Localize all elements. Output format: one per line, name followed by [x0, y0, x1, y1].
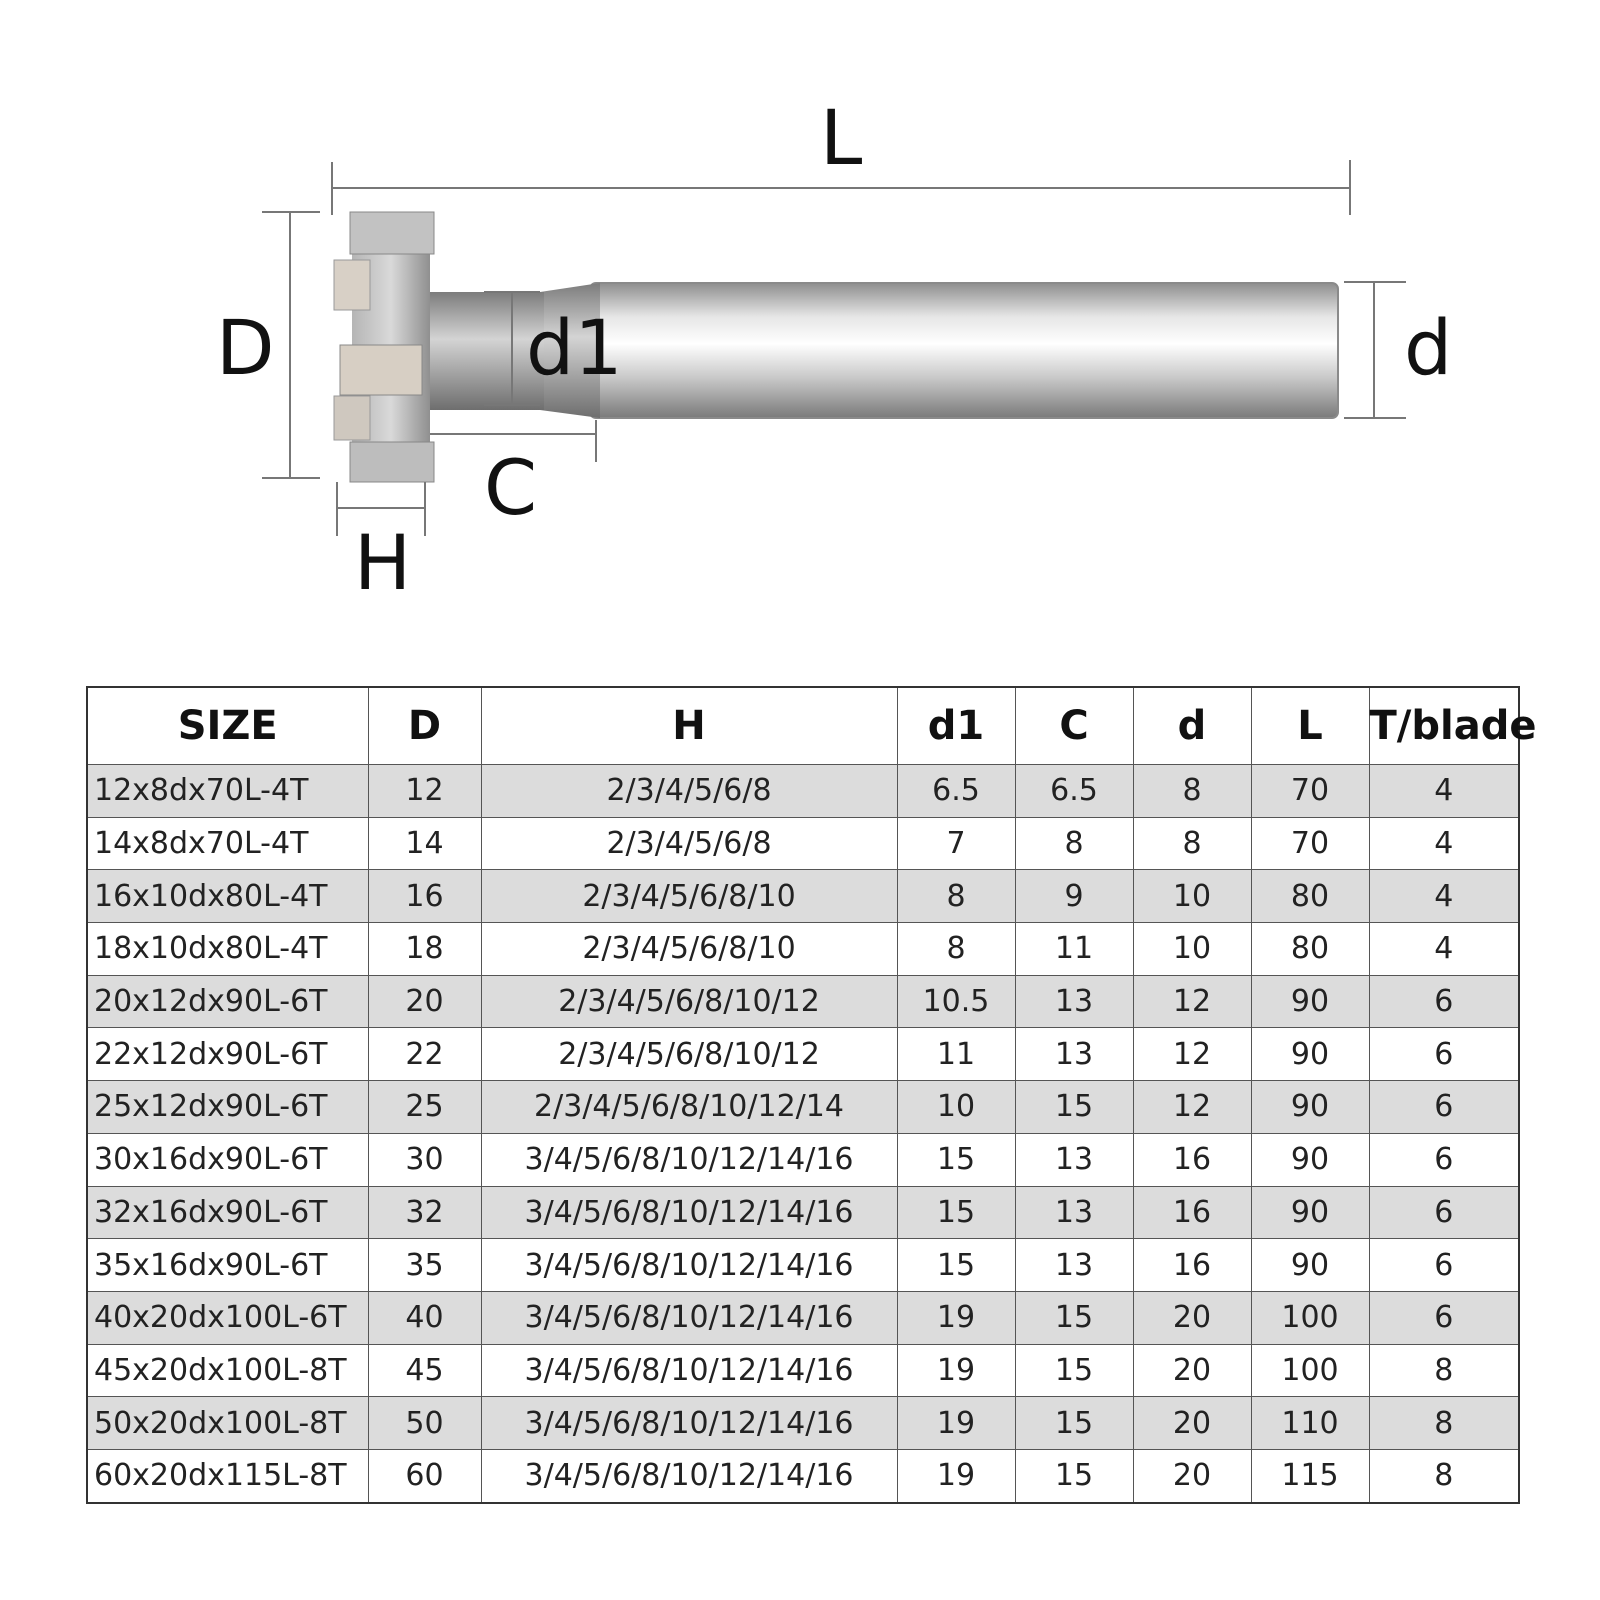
- cell-D: 32: [368, 1186, 481, 1239]
- tooth: [334, 396, 370, 440]
- cell-teeth: 4: [1369, 817, 1519, 870]
- cell-d: 8: [1133, 765, 1251, 818]
- cell-d1: 7: [897, 817, 1015, 870]
- table-row: [87, 1291, 1519, 1344]
- cell-teeth: 4: [1369, 923, 1519, 976]
- cell-size: 45x20dx100L-8T: [87, 1344, 368, 1397]
- cell-teeth: 6: [1369, 1291, 1519, 1344]
- cell-D: 60: [368, 1449, 481, 1502]
- cell-d1: 6.5: [897, 765, 1015, 818]
- cell-size: 18x10dx80L-4T: [87, 923, 368, 976]
- cell-d1: 19: [897, 1291, 1015, 1344]
- cell-d: 16: [1133, 1239, 1251, 1292]
- table-row: [87, 1397, 1519, 1450]
- cell-L: 80: [1251, 923, 1369, 976]
- cell-teeth: 8: [1369, 1344, 1519, 1397]
- cell-C: 15: [1015, 1397, 1133, 1450]
- cell-L: 90: [1251, 1186, 1369, 1239]
- shank: [590, 283, 1338, 418]
- cell-H: 3/4/5/6/8/10/12/14/16: [481, 1449, 897, 1502]
- dimension-label-d: d: [1404, 303, 1453, 392]
- cell-size: 50x20dx100L-8T: [87, 1397, 368, 1450]
- cell-H: 2/3/4/5/6/8/10/12: [481, 1028, 897, 1081]
- column-header-H: H: [481, 687, 897, 765]
- cell-d: 10: [1133, 870, 1251, 923]
- dimension-label-H: H: [354, 518, 412, 607]
- table-row: [87, 870, 1519, 923]
- cell-H: 3/4/5/6/8/10/12/14/16: [481, 1186, 897, 1239]
- cell-d1: 15: [897, 1133, 1015, 1186]
- cell-L: 90: [1251, 1239, 1369, 1292]
- cell-C: 13: [1015, 1028, 1133, 1081]
- cell-C: 6.5: [1015, 765, 1133, 818]
- cell-D: 18: [368, 923, 481, 976]
- table-row: [87, 923, 1519, 976]
- table-row: [87, 1028, 1519, 1081]
- cell-d: 12: [1133, 1081, 1251, 1134]
- cell-L: 100: [1251, 1344, 1369, 1397]
- cell-D: 25: [368, 1081, 481, 1134]
- cell-C: 15: [1015, 1081, 1133, 1134]
- table-row: [87, 1344, 1519, 1397]
- cell-H: 3/4/5/6/8/10/12/14/16: [481, 1344, 897, 1397]
- cell-C: 13: [1015, 975, 1133, 1028]
- table-row: [87, 1081, 1519, 1134]
- cell-L: 100: [1251, 1291, 1369, 1344]
- cell-D: 50: [368, 1397, 481, 1450]
- cell-size: 22x12dx90L-6T: [87, 1028, 368, 1081]
- cell-size: 20x12dx90L-6T: [87, 975, 368, 1028]
- cell-size: 16x10dx80L-4T: [87, 870, 368, 923]
- cell-C: 13: [1015, 1186, 1133, 1239]
- cell-d: 12: [1133, 1028, 1251, 1081]
- table-row: [87, 817, 1519, 870]
- cell-d: 16: [1133, 1186, 1251, 1239]
- cell-d: 20: [1133, 1397, 1251, 1450]
- cell-d1: 11: [897, 1028, 1015, 1081]
- column-header-d: d: [1133, 687, 1251, 765]
- cell-D: 16: [368, 870, 481, 923]
- tooth: [334, 260, 370, 310]
- cell-D: 20: [368, 975, 481, 1028]
- cell-teeth: 6: [1369, 1239, 1519, 1292]
- table-row: [87, 765, 1519, 818]
- cell-D: 14: [368, 817, 481, 870]
- column-header-d1: d1: [897, 687, 1015, 765]
- column-header-size: SIZE: [87, 687, 368, 765]
- cell-teeth: 6: [1369, 1028, 1519, 1081]
- cell-d: 10: [1133, 923, 1251, 976]
- cell-L: 70: [1251, 817, 1369, 870]
- cell-H: 2/3/4/5/6/8/10: [481, 870, 897, 923]
- cell-teeth: 4: [1369, 870, 1519, 923]
- cell-C: 15: [1015, 1344, 1133, 1397]
- cell-L: 90: [1251, 1133, 1369, 1186]
- cell-L: 115: [1251, 1449, 1369, 1502]
- cell-L: 90: [1251, 1081, 1369, 1134]
- cell-d: 16: [1133, 1133, 1251, 1186]
- column-header-L: L: [1251, 687, 1369, 765]
- dimension-label-C: C: [484, 443, 538, 532]
- table-row: [87, 1133, 1519, 1186]
- cell-d1: 19: [897, 1344, 1015, 1397]
- cell-d1: 10.5: [897, 975, 1015, 1028]
- column-header-D: D: [368, 687, 481, 765]
- dimension-label-L: L: [820, 93, 863, 182]
- cell-d: 8: [1133, 817, 1251, 870]
- cell-size: 35x16dx90L-6T: [87, 1239, 368, 1292]
- column-header-C: C: [1015, 687, 1133, 765]
- cell-C: 15: [1015, 1291, 1133, 1344]
- cell-teeth: 6: [1369, 1081, 1519, 1134]
- cell-D: 22: [368, 1028, 481, 1081]
- cell-teeth: 6: [1369, 1186, 1519, 1239]
- cell-d1: 19: [897, 1449, 1015, 1502]
- cell-d: 20: [1133, 1344, 1251, 1397]
- cell-D: 12: [368, 765, 481, 818]
- cell-d1: 10: [897, 1081, 1015, 1134]
- column-header-teeth-per-blade: T/blade: [1369, 687, 1519, 765]
- table-row: [87, 1186, 1519, 1239]
- cell-d1: 15: [897, 1186, 1015, 1239]
- cell-H: 2/3/4/5/6/8/10/12: [481, 975, 897, 1028]
- cell-d1: 19: [897, 1397, 1015, 1450]
- cell-C: 8: [1015, 817, 1133, 870]
- table-row: [87, 1239, 1519, 1292]
- cell-d: 20: [1133, 1449, 1251, 1502]
- cell-H: 2/3/4/5/6/8/10/12/14: [481, 1081, 897, 1134]
- cell-H: 3/4/5/6/8/10/12/14/16: [481, 1397, 897, 1450]
- cell-C: 13: [1015, 1239, 1133, 1292]
- cell-teeth: 8: [1369, 1449, 1519, 1502]
- cell-H: 3/4/5/6/8/10/12/14/16: [481, 1291, 897, 1344]
- table-row: [87, 975, 1519, 1028]
- tooth: [350, 442, 434, 482]
- cell-d: 12: [1133, 975, 1251, 1028]
- cell-H: 3/4/5/6/8/10/12/14/16: [481, 1133, 897, 1186]
- cell-C: 13: [1015, 1133, 1133, 1186]
- cell-teeth: 8: [1369, 1397, 1519, 1450]
- cell-L: 80: [1251, 870, 1369, 923]
- cell-size: 40x20dx100L-6T: [87, 1291, 368, 1344]
- cell-size: 60x20dx115L-8T: [87, 1449, 368, 1502]
- cell-teeth: 4: [1369, 765, 1519, 818]
- table-body: [87, 765, 1519, 1503]
- tooth: [350, 212, 434, 254]
- specification-table: [86, 686, 1537, 1504]
- cell-H: 2/3/4/5/6/8: [481, 817, 897, 870]
- cell-d: 20: [1133, 1291, 1251, 1344]
- cell-L: 90: [1251, 975, 1369, 1028]
- cell-teeth: 6: [1369, 975, 1519, 1028]
- cell-H: 2/3/4/5/6/8: [481, 765, 897, 818]
- cell-D: 30: [368, 1133, 481, 1186]
- dimension-label-d1: d1: [526, 303, 623, 392]
- table-header-row: [87, 687, 1519, 765]
- dimension-label-D: D: [216, 303, 275, 392]
- cell-size: 14x8dx70L-4T: [87, 817, 368, 870]
- cell-L: 90: [1251, 1028, 1369, 1081]
- table-row: [87, 1449, 1519, 1502]
- cell-d1: 8: [897, 923, 1015, 976]
- cell-L: 110: [1251, 1397, 1369, 1450]
- cell-size: 32x16dx90L-6T: [87, 1186, 368, 1239]
- cell-C: 9: [1015, 870, 1133, 923]
- cutter-diagram: [0, 0, 1600, 640]
- tooth: [340, 345, 422, 395]
- cell-C: 15: [1015, 1449, 1133, 1502]
- cell-H: 2/3/4/5/6/8/10: [481, 923, 897, 976]
- cell-d1: 8: [897, 870, 1015, 923]
- cell-size: 30x16dx90L-6T: [87, 1133, 368, 1186]
- cell-size: 12x8dx70L-4T: [87, 765, 368, 818]
- cell-size: 25x12dx90L-6T: [87, 1081, 368, 1134]
- cell-d1: 15: [897, 1239, 1015, 1292]
- cell-D: 40: [368, 1291, 481, 1344]
- cell-L: 70: [1251, 765, 1369, 818]
- cell-teeth: 6: [1369, 1133, 1519, 1186]
- cell-H: 3/4/5/6/8/10/12/14/16: [481, 1239, 897, 1292]
- cell-D: 45: [368, 1344, 481, 1397]
- cell-D: 35: [368, 1239, 481, 1292]
- cell-C: 11: [1015, 923, 1133, 976]
